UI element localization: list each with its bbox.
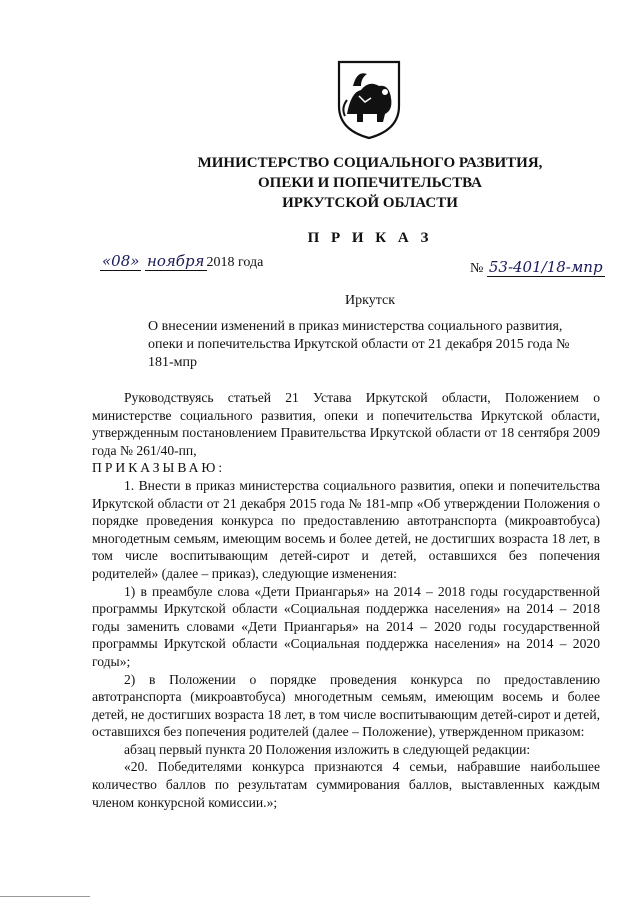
ministry-line-2: ОПЕКИ И ПОПЕЧИТЕЛЬСТВА <box>258 175 482 191</box>
paragraph-item-1: 1. Внести в приказ министерства социального развития, опеки и попечительства Иркутской области от 21 декабря 2015 года № 181-мпр «Об утверждении Положения о порядке проведения конкурса по предоставлению автотранспорта (микроавтобуса) многодетным семьям, имеющим восемь и более детей, не достигших возраста 18 лет, в том числе воспитывающим детей-сирот и детей, оставшихся без попечения родителей» (далее – приказ), следующие изменения: <box>92 477 600 581</box>
document-body <box>92 389 600 811</box>
ministry-line-1: МИНИСТЕРСТВО СОЦИАЛЬНОГО РАЗВИТИЯ, <box>197 155 543 171</box>
date-year: 2018 года <box>206 255 264 270</box>
paragraph-abzac: абзац первый пункта 20 Положения изложить в следующей редакции: <box>124 741 531 757</box>
document-type: П Р И К А З <box>307 230 433 246</box>
paragraph-new-wording: «20. Победителями конкурса признаются 4 семьи, набравшие наибольшее количество баллов по результатам суммирования баллов, выставленных каждым членом конкурсной комиссии.»; <box>92 759 600 810</box>
number-prefix: № <box>470 261 484 276</box>
coat-of-arms-icon <box>333 56 405 142</box>
document-subject: О внесении изменений в приказ министерства социального развития, опеки и попечительства Иркутской области от 21 декабря 2015 года № 181-мпр <box>148 319 570 370</box>
order-word: ПРИКАЗЫВАЮ: <box>92 460 226 476</box>
ministry-name <box>150 153 590 213</box>
ministry-line-3: ИРКУТСКОЙ ОБЛАСТИ <box>282 195 458 211</box>
paragraph-basis: Руководствуясь статьей 21 Устава Иркутской области, Положением о министерстве социального развития, опеки и попечительства Иркутской области, утвержденным постановлением Правительства Иркутской области от 18 сентября 2009 года № 261/40-пп, <box>92 390 600 458</box>
document-number <box>470 258 605 277</box>
city: Иркутск <box>344 293 396 308</box>
bottom-divider <box>0 896 90 897</box>
paragraph-subitem-2: 2) в Положении о порядке проведения конкурса по предоставлению автотранспорта (микроавтобуса) многодетным семьям, имеющим восемь и более детей, не достигших возраста 18 лет, в том числе воспитывающим детей-сирот и детей, оставшихся без попечения родителей (далее – Положение), утвержденном приказом: <box>92 671 600 740</box>
document-date <box>100 252 263 271</box>
handwritten-number: 53-401/18-мпр <box>488 258 603 276</box>
paragraph-subitem-1: 1) в преамбуле слова «Дети Приангарья» на 2014 – 2018 годы государственной программы Иркутской области «Социальная поддержка населения» на 2014 – 2018 годы заменить словами «Дети Приангарья» на 2014 – 2020 годы государственной программы Иркутской области «Социальная поддержка населения» на 2014 – 2020 годы»; <box>92 583 600 669</box>
handwritten-day: «08» <box>102 252 140 270</box>
handwritten-month: ноября <box>146 252 205 270</box>
